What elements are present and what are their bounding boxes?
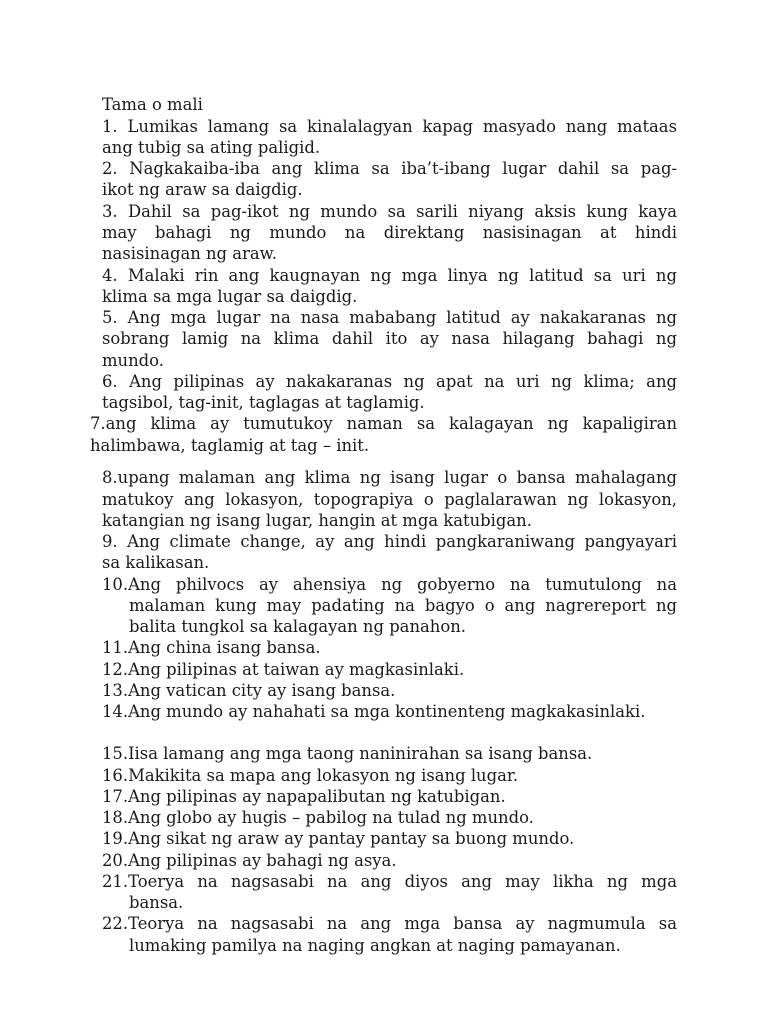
item-14: 14.Ang mundo ay nahahati sa mga kontinenteng magkakasinlaki. <box>102 702 646 721</box>
item-15: 15.Iisa lamang ang mga taong naninirahan sa isang bansa. <box>102 744 593 763</box>
item-5-line-1: 5. Ang mga lugar na nasa mababang latitud ay nakakaranas ng <box>102 308 677 327</box>
item-10-line-3: balita tungkol sa kalagayan ng panahon. <box>129 617 466 636</box>
item-2-line-2: ikot ng araw sa daigdig. <box>102 180 303 199</box>
item-3-line-3: nasisinagan ng araw. <box>102 244 277 263</box>
item-22-line-1: 22.Teorya na nagsasabi na ang mga bansa ay nagmumula sa <box>102 914 677 933</box>
item-2-line-1: 2. Nagkakaiba-iba ang klima sa iba’t-ibang lugar dahil sa pag- <box>102 159 677 178</box>
item-1-line-2: ang tubig sa ating paligid. <box>102 138 321 157</box>
item-22-line-2: lumaking pamilya na naging angkan at naging pamayanan. <box>129 936 621 955</box>
item-7-line-1: 7.ang klima ay tumutukoy naman sa kalagayan ng kapaligiran <box>90 414 677 433</box>
item-18: 18.Ang globo ay hugis – pabilog na tulad ng mundo. <box>102 808 534 827</box>
item-1-line-1: 1. Lumikas lamang sa kinalalagyan kapag masyado nang mataas <box>102 117 677 136</box>
item-8-line-2: matukoy ang lokasyon, topograpiya o paglalarawan ng lokasyon, <box>102 490 677 509</box>
item-9-line-1: 9. Ang climate change, ay ang hindi pangkaraniwang pangyayari <box>102 532 677 551</box>
item-8-line-1: 8.upang malaman ang klima ng isang lugar o bansa mahalagang <box>102 468 677 487</box>
item-12: 12.Ang pilipinas at taiwan ay magkasinlaki. <box>102 660 465 679</box>
item-6-line-2: tagsibol, tag-init, taglagas at taglamig. <box>102 393 425 412</box>
item-7-line-2: halimbawa, taglamig at tag – init. <box>90 436 370 455</box>
document-heading: Tama o mali <box>102 95 203 114</box>
item-16: 16.Makikita sa mapa ang lokasyon ng isang lugar. <box>102 766 519 785</box>
item-10-line-1: 10.Ang philvocs ay ahensiya ng gobyerno na tumutulong na <box>102 575 677 594</box>
item-4-line-1: 4. Malaki rin ang kaugnayan ng mga linya ng latitud sa uri ng <box>102 266 677 285</box>
item-6-line-1: 6. Ang pilipinas ay nakakaranas ng apat na uri ng klima; ang <box>102 372 677 391</box>
item-8-line-3: katangian ng isang lugar, hangin at mga katubigan. <box>102 511 532 530</box>
item-20: 20.Ang pilipinas ay bahagi ng asya. <box>102 851 397 870</box>
item-5-line-3: mundo. <box>102 351 164 370</box>
item-13: 13.Ang vatican city ay isang bansa. <box>102 681 396 700</box>
item-21-line-2: bansa. <box>129 893 184 912</box>
item-3-line-2: may bahagi ng mundo na direktang nasisinagan at hindi <box>102 223 677 242</box>
item-19: 19.Ang sikat ng araw ay pantay pantay sa buong mundo. <box>102 829 575 848</box>
item-4-line-2: klima sa mga lugar sa daigdig. <box>102 287 358 306</box>
item-5-line-2: sobrang lamig na klima dahil ito ay nasa hilagang bahagi ng <box>102 329 677 348</box>
item-3-line-1: 3. Dahil sa pag-ikot ng mundo sa sarili niyang aksis kung kaya <box>102 202 677 221</box>
item-17: 17.Ang pilipinas ay napapalibutan ng katubigan. <box>102 787 506 806</box>
item-9-line-2: sa kalikasan. <box>102 553 210 572</box>
item-11: 11.Ang china isang bansa. <box>102 638 321 657</box>
item-21-line-1: 21.Toerya na nagsasabi na ang diyos ang may likha ng mga <box>102 872 677 891</box>
item-10-line-2: malaman kung may padating na bagyo o ang nagrereport ng <box>129 596 677 615</box>
